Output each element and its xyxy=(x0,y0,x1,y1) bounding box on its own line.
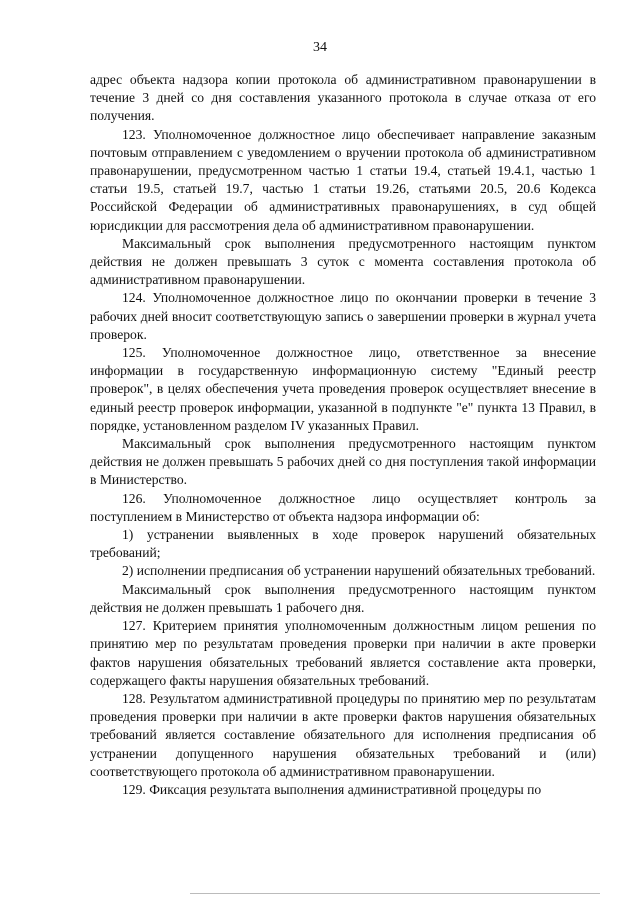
paragraph-126-deadline: Максимальный срок выполнения предусмотренного настоящим пунктом действия не должен превышать 1 рабочего дня. xyxy=(90,581,596,615)
paragraph-128: 128. Результатом административной процедуры по принятию мер по результатам проведения проверки при наличии в акте проверки фактов нарушения обязательных требований является составление обязательного для исполнения предписания об устранении допущенного нарушения обязательных требований и (или) соответствующего протокола об административном правонарушении. xyxy=(90,690,596,779)
paragraph-127: 127. Критерием принятия уполномоченным должностным лицом решения по принятию мер по результатам проведения проверки при наличии в акте проверки фактов нарушения обязательных требований является составление акта проверки, содержащего факты нарушения обязательных требований. xyxy=(90,618,596,688)
document-body xyxy=(90,71,596,799)
paragraph-126-item-2: 2) исполнении предписания об устранении нарушений обязательных требований. xyxy=(122,563,596,579)
paragraph-123-deadline: Максимальный срок выполнения предусмотренного настоящим пунктом действия не должен превышать 3 суток с момента составления протокола об административном правонарушении. xyxy=(90,235,596,288)
paragraph-124: 124. Уполномоченное должностное лицо по окончании проверки в течение 3 рабочих дней вносит соответствующую запись о завершении проверки в журнал учета проверок. xyxy=(90,290,596,342)
paragraph-126-item-1: 1) устранении выявленных в ходе проверок нарушений обязательных требований; xyxy=(90,527,596,561)
paragraph-125-deadline: Максимальный срок выполнения предусмотренного настоящим пунктом действия не должен превышать 5 рабочих дней со дня поступления такой информации в Министерство. xyxy=(90,436,596,488)
paragraph-123: 123. Уполномоченное должностное лицо обеспечивает направление заказным почтовым отправлением с уведомлением о вручении протокола об административном правонарушении, предусмотренном частью 1 статьи 19.4, статьей 19.4.1, частью 1 статьи 19.5, статьей 19.7, частью 1 статьи 19.26, статьями 20.5, 20.6 Кодекса Российской Федерации об административных правонарушениях, в суд общей юрисдикции для рассмотрения дела об административном правонарушении. xyxy=(90,126,596,233)
paragraph-126: 126. Уполномоченное должностное лицо осуществляет контроль за поступлением в Министерство от объекта надзора информации об: xyxy=(90,490,596,524)
scan-edge-line xyxy=(190,893,600,894)
paragraph-129: 129. Фиксация результата выполнения административной процедуры по xyxy=(122,781,542,797)
paragraph-continuation: адрес объекта надзора копии протокола об административном правонарушении в течение 3 дней со дня составления указанного протокола в случае отказа от его получения. xyxy=(90,72,596,124)
page-number: 34 xyxy=(313,40,327,55)
paragraph-125: 125. Уполномоченное должностное лицо, ответственное за внесение информации в государственную информационную систему "Единый реестр проверок", в целях обеспечения учета проведения проверок осуществляет внесение в единый реестр проверок информации, указанной в подпункте "е" пункта 13 Правил, в порядке, установленном разделом IV указанных Правил. xyxy=(90,345,596,433)
